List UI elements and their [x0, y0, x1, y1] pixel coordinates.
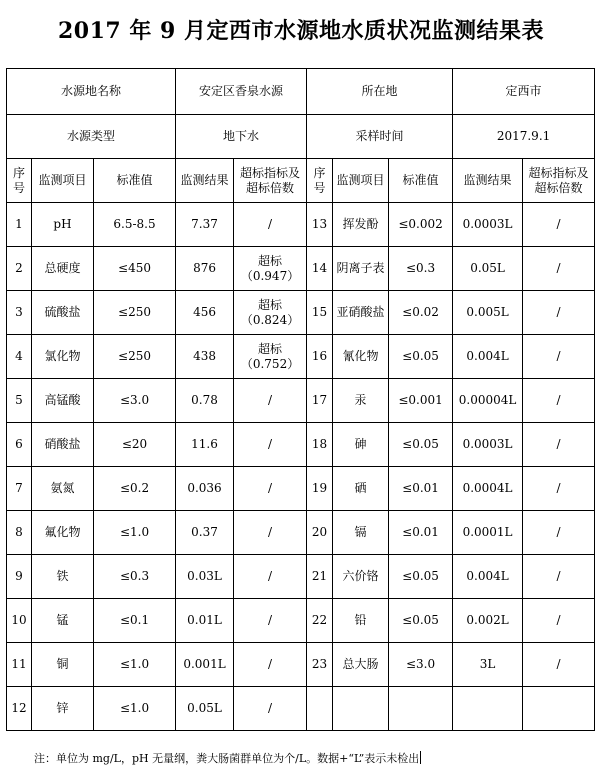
cell-standard-right: ≤0.02 [389, 291, 453, 335]
cell-result: 7.37 [176, 203, 234, 247]
col-standard: 标准值 [94, 159, 176, 203]
cell-exceed: / [234, 599, 307, 643]
col-result-right: 监测结果 [453, 159, 523, 203]
cell-exceed: / [234, 643, 307, 687]
cell-no: 5 [7, 379, 32, 423]
cell-no-right: 15 [307, 291, 333, 335]
cell-item: 锌 [32, 687, 94, 731]
source-name-label: 水源地名称 [7, 69, 176, 115]
cell-standard: ≤1.0 [94, 511, 176, 555]
cell-standard: ≤1.0 [94, 643, 176, 687]
cell-exceed: / [234, 423, 307, 467]
cell-no-right: 21 [307, 555, 333, 599]
cell-item: 硫酸盐 [32, 291, 94, 335]
cell-result-right: 0.005L [453, 291, 523, 335]
page-title: 2017 年 9 月定西市水源地水质状况监测结果表 [57, 18, 545, 44]
cell-exceed: 超标（0.752） [234, 335, 307, 379]
location-label: 所在地 [307, 69, 453, 115]
cell-no: 7 [7, 467, 32, 511]
cell-exceed-right: / [523, 599, 595, 643]
table-row [7, 555, 595, 599]
table-row [7, 379, 595, 423]
cell-item-right: 汞 [333, 379, 389, 423]
cell-item: 铜 [32, 643, 94, 687]
source-type-value: 地下水 [176, 115, 307, 159]
cell-standard-right: ≤0.001 [389, 379, 453, 423]
column-header-row [7, 159, 595, 203]
table-row [7, 599, 595, 643]
cell-standard-right: ≤0.01 [389, 467, 453, 511]
cell-item-right: 阴离子表 [333, 247, 389, 291]
col-result: 监测结果 [176, 159, 234, 203]
cell-exceed: 超标（0.947） [234, 247, 307, 291]
cell-standard-right: ≤0.3 [389, 247, 453, 291]
cell-exceed-right: / [523, 511, 595, 555]
cell-no: 1 [7, 203, 32, 247]
cell-exceed-right: / [523, 379, 595, 423]
cell-standard-right: ≤3.0 [389, 643, 453, 687]
cell-item-right: 氰化物 [333, 335, 389, 379]
table-row [7, 291, 595, 335]
cell-exceed-right [523, 687, 595, 731]
cell-exceed-right: / [523, 555, 595, 599]
cell-standard: ≤0.2 [94, 467, 176, 511]
cell-item-right: 亚硝酸盐 [333, 291, 389, 335]
cell-standard-right: ≤0.002 [389, 203, 453, 247]
col-item: 监测项目 [32, 159, 94, 203]
cell-exceed-right: / [523, 247, 595, 291]
cell-standard: ≤0.3 [94, 555, 176, 599]
source-type-label: 水源类型 [7, 115, 176, 159]
cell-standard: ≤450 [94, 247, 176, 291]
sample-time-label: 采样时间 [307, 115, 453, 159]
col-item-right: 监测项目 [333, 159, 389, 203]
cell-exceed-right: / [523, 291, 595, 335]
cell-result: 0.05L [176, 687, 234, 731]
cell-item: 氯化物 [32, 335, 94, 379]
cell-no: 8 [7, 511, 32, 555]
info-row-1 [7, 69, 595, 115]
col-no: 序号 [7, 159, 32, 203]
cell-exceed: / [234, 555, 307, 599]
cell-standard-right [389, 687, 453, 731]
table-row [7, 203, 595, 247]
cell-result: 876 [176, 247, 234, 291]
cell-result: 0.01L [176, 599, 234, 643]
cell-result: 0.78 [176, 379, 234, 423]
cell-result-right: 0.004L [453, 335, 523, 379]
cell-result: 0.001L [176, 643, 234, 687]
cell-no-right: 18 [307, 423, 333, 467]
cell-item-right: 总大肠 [333, 643, 389, 687]
cell-no-right: 14 [307, 247, 333, 291]
cell-item: 锰 [32, 599, 94, 643]
cell-standard: 6.5-8.5 [94, 203, 176, 247]
cell-no: 12 [7, 687, 32, 731]
cell-standard: ≤250 [94, 291, 176, 335]
cell-exceed: / [234, 687, 307, 731]
cell-result: 456 [176, 291, 234, 335]
cell-item-right: 硒 [333, 467, 389, 511]
col-exceed-right: 超标指标及超标倍数 [523, 159, 595, 203]
cell-exceed-right: / [523, 643, 595, 687]
cell-item-right: 挥发酚 [333, 203, 389, 247]
cell-item-right: 铅 [333, 599, 389, 643]
text-cursor [420, 751, 421, 764]
info-row-2 [7, 115, 595, 159]
cell-result-right: 0.05L [453, 247, 523, 291]
cell-result-right: 0.0003L [453, 423, 523, 467]
cell-standard-right: ≤0.05 [389, 335, 453, 379]
cell-no: 9 [7, 555, 32, 599]
water-quality-table [6, 68, 595, 731]
sample-time-value: 2017.9.1 [453, 115, 595, 159]
cell-item-right: 镉 [333, 511, 389, 555]
cell-no: 11 [7, 643, 32, 687]
cell-item: 氨氮 [32, 467, 94, 511]
table-row [7, 335, 595, 379]
cell-standard: ≤0.1 [94, 599, 176, 643]
cell-standard-right: ≤0.05 [389, 423, 453, 467]
cell-exceed: 超标（0.824） [234, 291, 307, 335]
cell-no-right [307, 687, 333, 731]
cell-exceed-right: / [523, 423, 595, 467]
cell-result-right [453, 687, 523, 731]
cell-exceed: / [234, 379, 307, 423]
cell-result: 11.6 [176, 423, 234, 467]
cell-exceed: / [234, 467, 307, 511]
cell-exceed-right: / [523, 203, 595, 247]
cell-no: 10 [7, 599, 32, 643]
col-standard-right: 标准值 [389, 159, 453, 203]
cell-item: pH [32, 203, 94, 247]
cell-result-right: 0.0001L [453, 511, 523, 555]
col-exceed: 超标指标及超标倍数 [234, 159, 307, 203]
cell-no-right: 17 [307, 379, 333, 423]
cell-result-right: 0.004L [453, 555, 523, 599]
cell-exceed-right: / [523, 467, 595, 511]
cell-item-right [333, 687, 389, 731]
col-no-right: 序号 [307, 159, 333, 203]
cell-no: 4 [7, 335, 32, 379]
cell-no: 3 [7, 291, 32, 335]
cell-item: 氟化物 [32, 511, 94, 555]
cell-no: 2 [7, 247, 32, 291]
cell-no-right: 19 [307, 467, 333, 511]
cell-standard: ≤1.0 [94, 687, 176, 731]
footnote-text: 注：单位为 mg/L，pH 无量纲，粪大肠菌群单位为个/L。数据+“L”表示未检出 [34, 752, 420, 765]
table-row [7, 511, 595, 555]
cell-no: 6 [7, 423, 32, 467]
cell-standard: ≤250 [94, 335, 176, 379]
cell-result: 0.03L [176, 555, 234, 599]
cell-item: 硝酸盐 [32, 423, 94, 467]
footnote [34, 750, 421, 766]
cell-result: 0.036 [176, 467, 234, 511]
table-row [7, 467, 595, 511]
table-row [7, 643, 595, 687]
cell-result: 0.37 [176, 511, 234, 555]
cell-result-right: 0.0003L [453, 203, 523, 247]
source-name-value: 安定区香泉水源 [176, 69, 307, 115]
cell-result-right: 0.0004L [453, 467, 523, 511]
location-value: 定西市 [453, 69, 595, 115]
cell-no-right: 16 [307, 335, 333, 379]
cell-result-right: 3L [453, 643, 523, 687]
cell-result-right: 0.002L [453, 599, 523, 643]
cell-result-right: 0.00004L [453, 379, 523, 423]
cell-no-right: 22 [307, 599, 333, 643]
table-row [7, 423, 595, 467]
cell-item-right: 砷 [333, 423, 389, 467]
cell-standard-right: ≤0.01 [389, 511, 453, 555]
cell-standard-right: ≤0.05 [389, 555, 453, 599]
cell-no-right: 20 [307, 511, 333, 555]
cell-standard: ≤20 [94, 423, 176, 467]
cell-exceed: / [234, 203, 307, 247]
cell-result: 438 [176, 335, 234, 379]
table-row [7, 687, 595, 731]
cell-no-right: 13 [307, 203, 333, 247]
cell-standard: ≤3.0 [94, 379, 176, 423]
cell-standard-right: ≤0.05 [389, 599, 453, 643]
cell-no-right: 23 [307, 643, 333, 687]
cell-item: 总硬度 [32, 247, 94, 291]
cell-exceed-right: / [523, 335, 595, 379]
cell-item-right: 六价铬 [333, 555, 389, 599]
cell-item: 铁 [32, 555, 94, 599]
cell-exceed: / [234, 511, 307, 555]
table-row [7, 247, 595, 291]
cell-item: 高锰酸 [32, 379, 94, 423]
